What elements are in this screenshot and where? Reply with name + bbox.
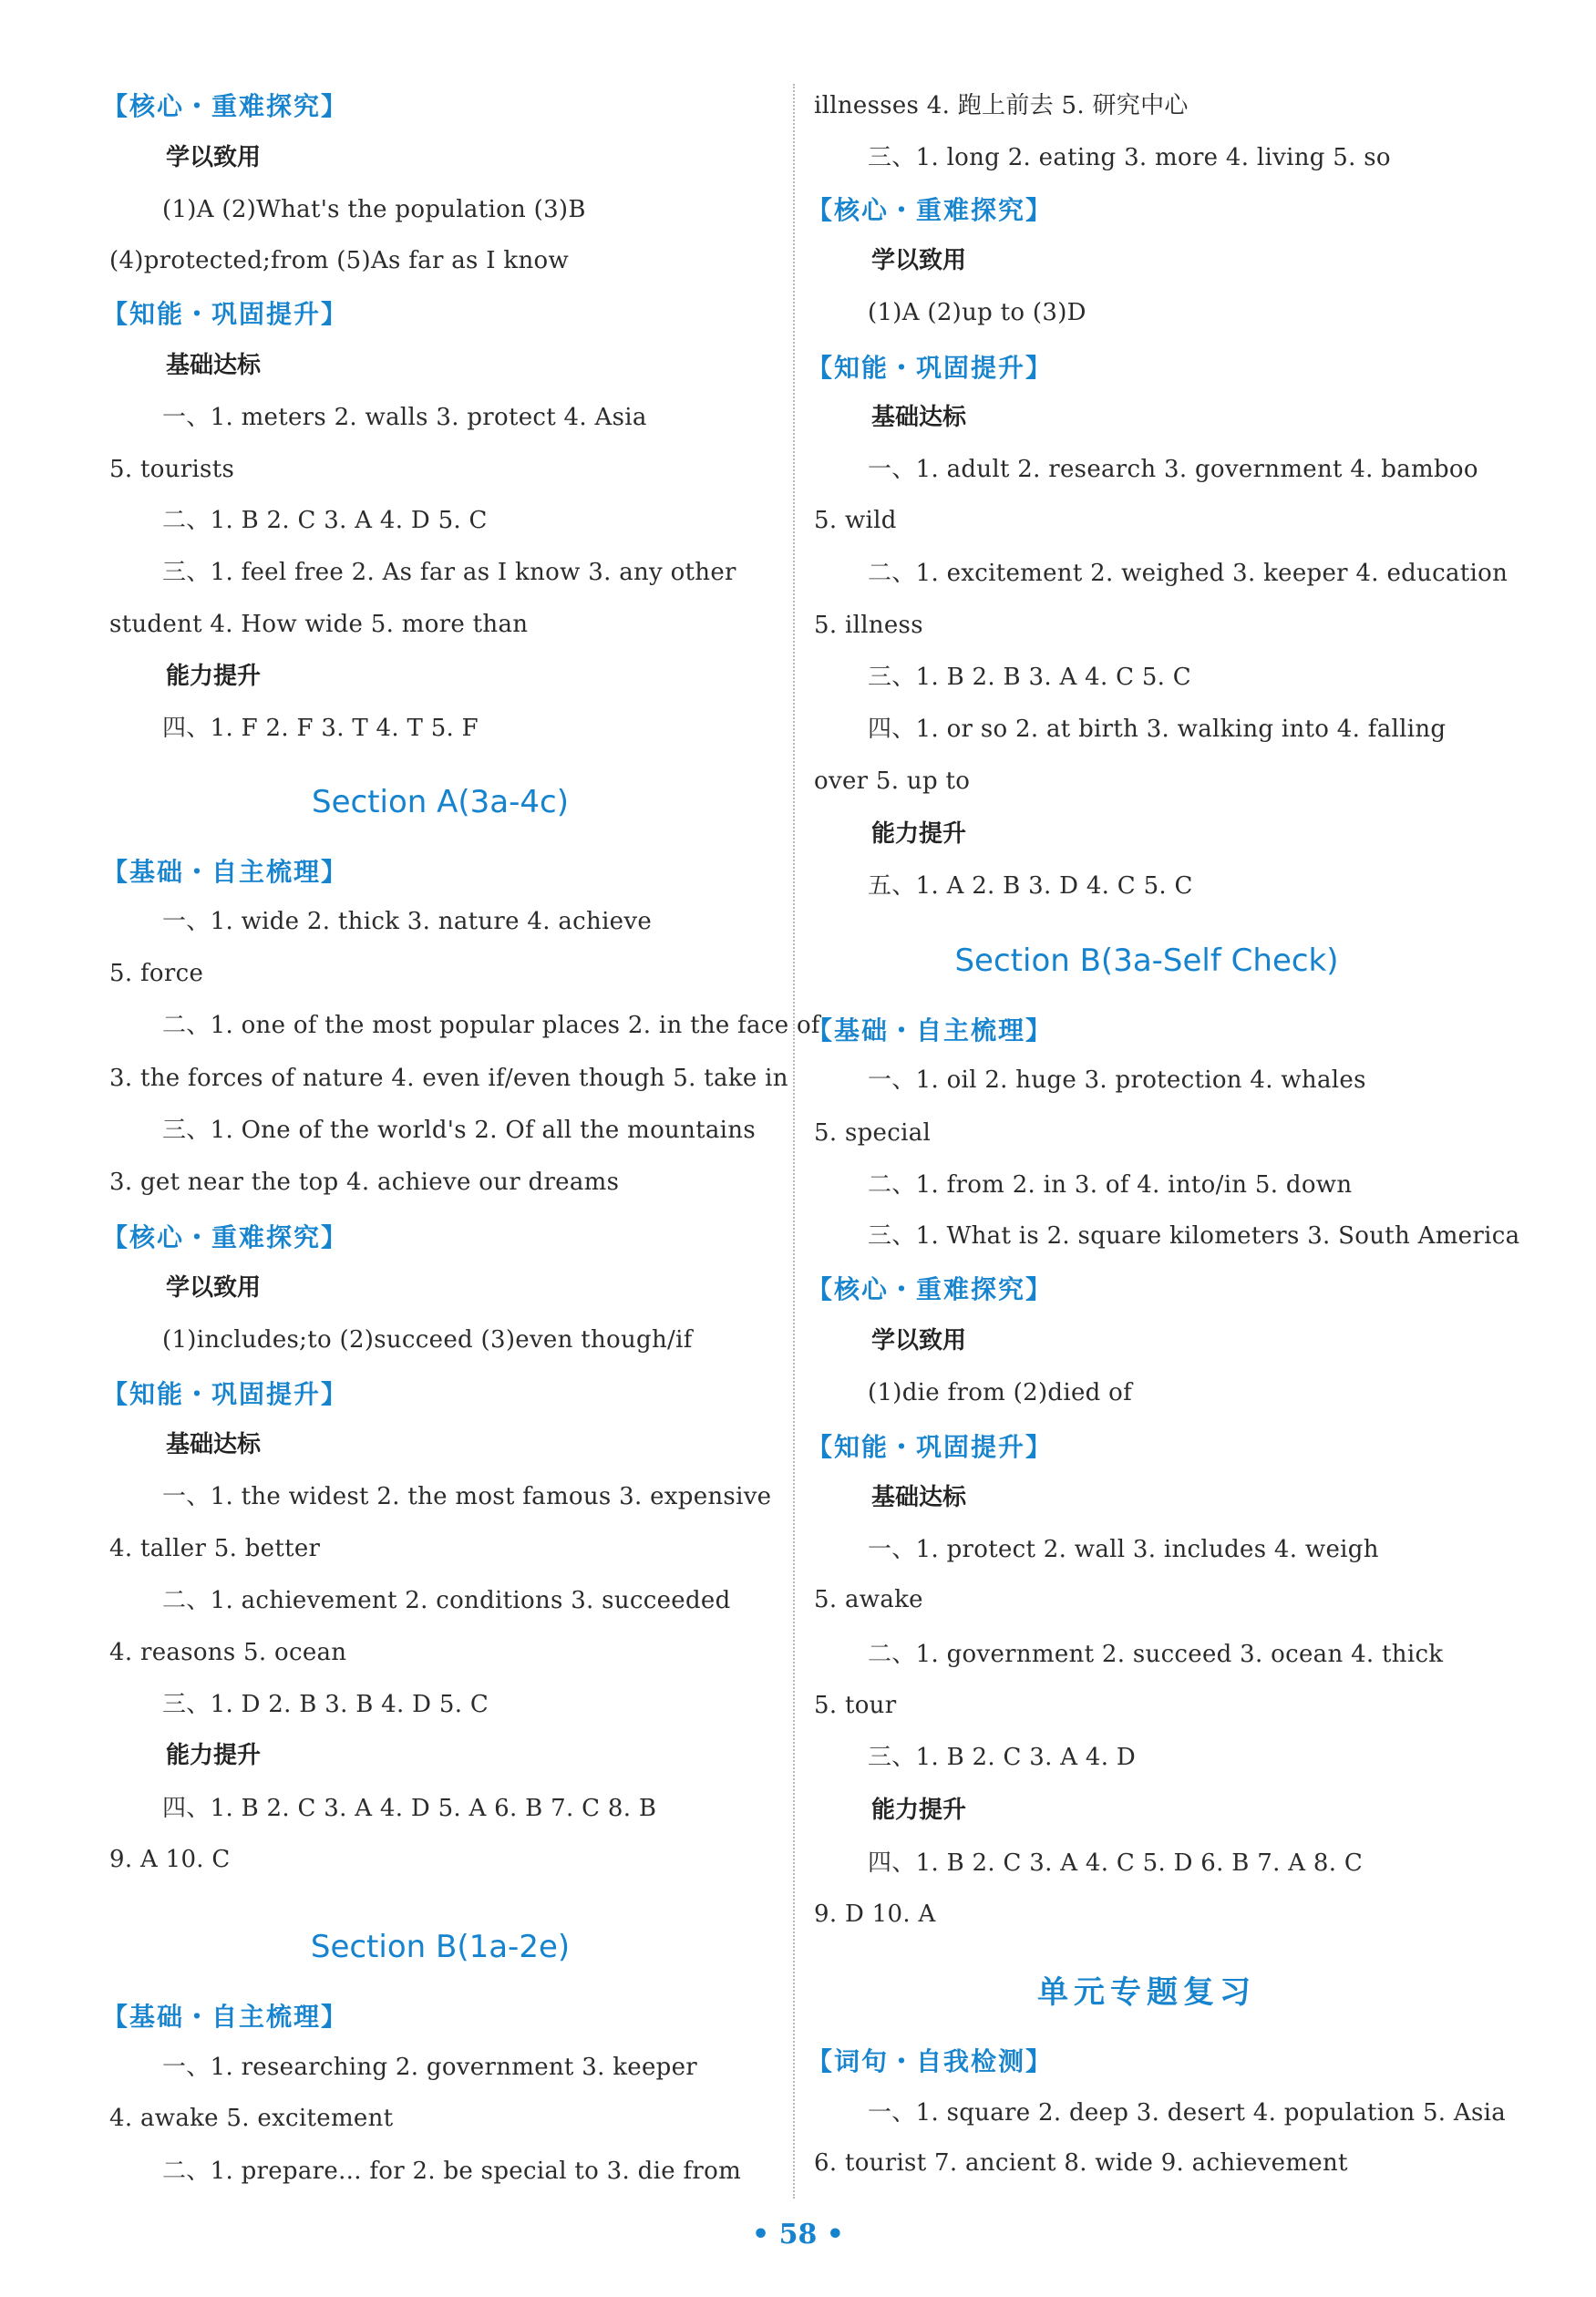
answer-line: 一、1. meters 2. walls 3. protect 4. Asia [162,404,647,431]
answer-line: 三、1. feel free 2. As far as I know 3. any other [162,559,736,586]
answer-line: 一、1. protect 2. wall 3. includes 4. weigh [868,1536,1379,1563]
answer-line: 3. get near the top 4. achieve our dreams [109,1169,620,1196]
answer-line: 三、1. B 2. B 3. A 4. C 5. C [868,664,1191,691]
section-title: Section A(3a-4c) [312,784,569,820]
answer-line: (4)protected;from (5)As far as I know [109,247,569,274]
section-title: Section B(1a-2e) [310,1929,571,1965]
block-heading: 【知能・巩固提升】 [807,1432,1054,1462]
answer-line: 二、1. B 2. C 3. A 4. D 5. C [162,507,488,534]
answer-line: 二、1. prepare... for 2. be special to 3. die from [162,2158,742,2185]
answer-line: 5. wild [814,507,897,534]
answer-line: (1)A (2)up to (3)D [868,299,1086,326]
answer-line: 4. awake 5. excitement [109,2105,394,2132]
answer-line: student 4. How wide 5. more than [109,611,529,638]
answer-line: illnesses 4. 跑上前去 5. 研究中心 [814,92,1189,119]
answer-line: 5. illness [814,612,923,639]
answer-line: 4. reasons 5. ocean [109,1639,347,1666]
answer-line: 5. force [109,960,204,987]
answer-line: 二、1. from 2. in 3. of 4. into/in 5. down [868,1171,1353,1199]
block-heading: 【核心・重难探究】 [807,1274,1054,1304]
answer-line: 三、1. B 2. C 3. A 4. D [868,1744,1137,1771]
answer-line: 6. tourist 7. ancient 8. wide 9. achievement [814,2149,1348,2177]
answer-line: 一、1. oil 2. huge 3. protection 4. whales [868,1066,1366,1094]
sub-heading: 基础达标 [871,404,967,431]
answer-line: (1)A (2)What's the population (3)B [162,196,586,223]
block-heading: 【核心・重难探究】 [807,195,1054,225]
block-heading: 【知能・巩固提升】 [102,299,349,329]
answer-line: 三、1. long 2. eating 3. more 4. living 5. so [868,144,1391,171]
answer-line: (1)includes;to (2)succeed (3)even though/if [162,1326,693,1354]
answer-line: 一、1. adult 2. research 3. government 4. bamboo [868,456,1478,483]
answer-line: 4. taller 5. better [109,1535,321,1562]
answer-line: 四、1. B 2. C 3. A 4. C 5. D 6. B 7. A 8. C [868,1849,1364,1877]
section-title: Section B(3a-Self Check) [954,942,1339,979]
block-heading: 【知能・巩固提升】 [102,1379,349,1409]
answer-line: 一、1. the widest 2. the most famous 3. expensive [162,1483,772,1510]
answer-line: 三、1. One of the world's 2. Of all the mountains [162,1117,756,1144]
block-heading: 【知能・巩固提升】 [807,353,1054,383]
answer-line: 三、1. D 2. B 3. B 4. D 5. C [162,1691,489,1718]
answer-line: 二、1. achievement 2. conditions 3. succeeded [162,1587,731,1614]
answer-line: 三、1. What is 2. square kilometers 3. South America [868,1222,1520,1250]
answer-line: 二、1. government 2. succeed 3. ocean 4. thick [868,1641,1444,1668]
page-number: • 58 • [752,2219,844,2251]
sub-heading: 学以致用 [871,247,967,274]
block-heading: 【基础・自主梳理】 [102,2002,349,2032]
answer-line: (1)die from (2)died of [868,1379,1133,1406]
answer-line: 5. awake [814,1586,923,1613]
answer-line: 一、1. wide 2. thick 3. nature 4. achieve [162,908,653,935]
sub-heading: 学以致用 [871,1327,967,1355]
answer-line: over 5. up to [814,767,971,795]
answer-line: 5. special [814,1119,932,1147]
answer-line: 二、1. one of the most popular places 2. in the face of [162,1012,820,1039]
answer-line: 一、1. square 2. deep 3. desert 4. population 5. Asia [868,2099,1507,2127]
answer-line: 二、1. excitement 2. weighed 3. keeper 4. education [868,560,1508,587]
answer-line: 五、1. A 2. B 3. D 4. C 5. C [868,872,1193,900]
block-heading: 【基础・自主梳理】 [807,1015,1054,1045]
sub-heading: 学以致用 [166,1274,262,1302]
sub-heading: 能力提升 [166,1742,262,1769]
sub-heading: 基础达标 [166,352,262,379]
answer-line: 四、1. F 2. F 3. T 4. T 5. F [162,715,479,742]
block-heading: 【基础・自主梳理】 [102,857,349,887]
sub-heading: 能力提升 [166,663,262,690]
answer-line: 5. tour [814,1692,897,1719]
sub-heading: 学以致用 [166,144,262,171]
sub-heading: 能力提升 [871,1797,967,1824]
answer-line: 5. tourists [109,456,235,483]
answer-line: 9. A 10. C [109,1846,231,1873]
answer-line: 四、1. B 2. C 3. A 4. D 5. A 6. B 7. C 8. B [162,1795,657,1822]
block-heading: 【核心・重难探究】 [102,91,349,121]
answer-line: 9. D 10. A [814,1900,936,1928]
sub-heading: 基础达标 [166,1431,262,1458]
answer-line: 一、1. researching 2. government 3. keeper [162,2054,697,2081]
column-divider [793,84,795,2199]
answer-line: 四、1. or so 2. at birth 3. walking into 4. falling [868,716,1447,743]
block-heading: 【词句・自我检测】 [807,2046,1054,2076]
answer-line: 3. the forces of nature 4. even if/even though 5. take in [109,1065,788,1092]
section-title: 单元专题复习 [1037,1974,1256,2011]
sub-heading: 基础达标 [871,1484,967,1511]
block-heading: 【核心・重难探究】 [102,1222,349,1252]
sub-heading: 能力提升 [871,820,967,848]
